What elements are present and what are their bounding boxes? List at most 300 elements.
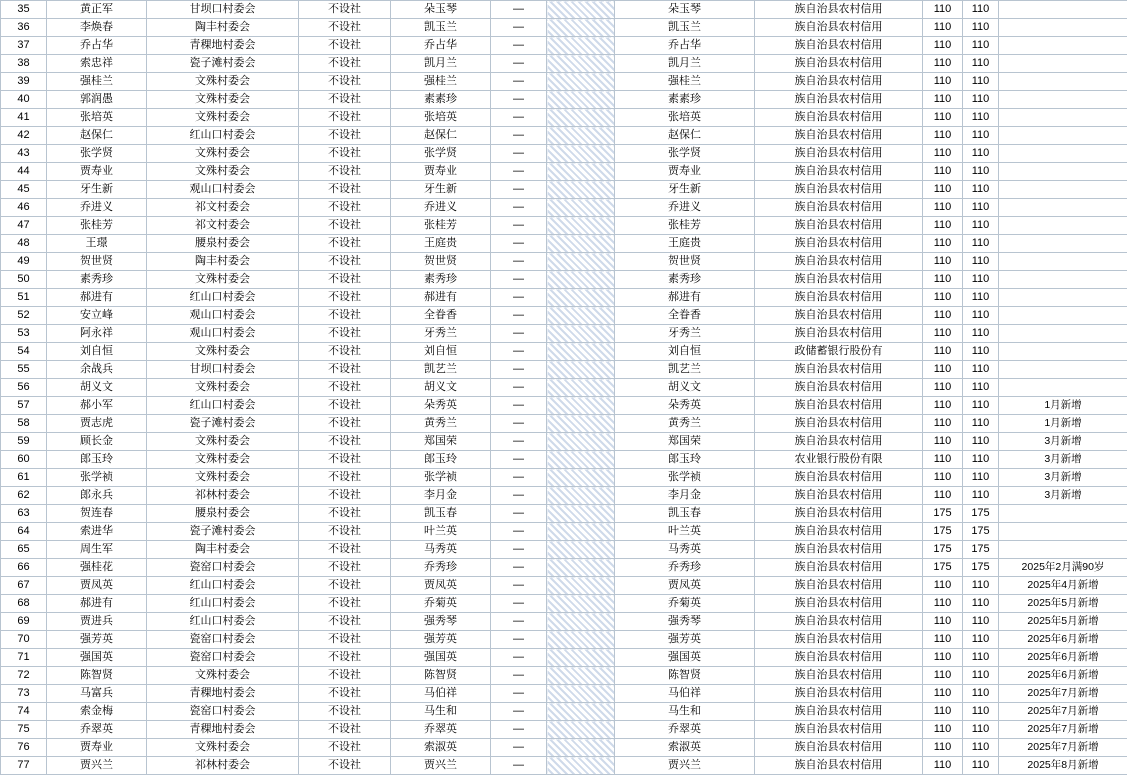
cell-amount-1: 110 (923, 181, 963, 199)
cell-she-type: 不设社 (299, 199, 391, 217)
cell-bank: 族自治县农村信用 (755, 91, 923, 109)
cell-hatched-filler (547, 757, 615, 775)
cell-name-2: 张桂芳 (391, 217, 491, 235)
cell-index: 72 (1, 667, 47, 685)
cell-she-type: 不设社 (299, 505, 391, 523)
cell-amount-2: 175 (963, 523, 999, 541)
cell-amount-1: 110 (923, 685, 963, 703)
cell-index: 39 (1, 73, 47, 91)
cell-note: 2025年7月新增 (999, 721, 1127, 739)
cell-note (999, 361, 1127, 379)
cell-hatched-filler (547, 631, 615, 649)
cell-name-1: 强芳英 (47, 631, 147, 649)
cell-index: 77 (1, 757, 47, 775)
cell-amount-1: 110 (923, 415, 963, 433)
cell-name-1: 索金梅 (47, 703, 147, 721)
cell-amount-2: 110 (963, 577, 999, 595)
cell-dash-mark: — (491, 343, 547, 361)
table-row[interactable] (1, 577, 1127, 595)
cell-amount-1: 110 (923, 289, 963, 307)
cell-amount-1: 110 (923, 19, 963, 37)
cell-name-2: 凯月兰 (391, 55, 491, 73)
cell-amount-2: 110 (963, 451, 999, 469)
table-row[interactable] (1, 145, 1127, 163)
table-row[interactable] (1, 199, 1127, 217)
cell-bank: 族自治县农村信用 (755, 631, 923, 649)
cell-amount-2: 110 (963, 91, 999, 109)
cell-dash-mark: — (491, 55, 547, 73)
cell-amount-1: 110 (923, 235, 963, 253)
cell-amount-2: 175 (963, 505, 999, 523)
cell-name-1: 胡义文 (47, 379, 147, 397)
table-row[interactable] (1, 631, 1127, 649)
cell-she-type: 不设社 (299, 55, 391, 73)
cell-hatched-filler (547, 325, 615, 343)
cell-she-type: 不设社 (299, 145, 391, 163)
cell-amount-1: 110 (923, 451, 963, 469)
cell-bank: 族自治县农村信用 (755, 397, 923, 415)
cell-name-3: 郎玉玲 (615, 451, 755, 469)
cell-she-type: 不设社 (299, 181, 391, 199)
cell-amount-1: 110 (923, 397, 963, 415)
cell-name-3: 李月金 (615, 487, 755, 505)
cell-amount-1: 110 (923, 631, 963, 649)
cell-she-type: 不设社 (299, 91, 391, 109)
cell-name-1: 贾寿业 (47, 739, 147, 757)
cell-index: 36 (1, 19, 47, 37)
cell-name-2: 强芳英 (391, 631, 491, 649)
cell-amount-2: 110 (963, 685, 999, 703)
table-row[interactable] (1, 163, 1127, 181)
cell-bank: 族自治县农村信用 (755, 217, 923, 235)
cell-village-committee: 陶丰村委会 (147, 19, 299, 37)
cell-dash-mark: — (491, 721, 547, 739)
cell-hatched-filler (547, 55, 615, 73)
cell-name-2: 强桂兰 (391, 73, 491, 91)
cell-bank: 族自治县农村信用 (755, 721, 923, 739)
cell-name-1: 张培英 (47, 109, 147, 127)
cell-dash-mark: — (491, 667, 547, 685)
table-row[interactable] (1, 37, 1127, 55)
cell-hatched-filler (547, 235, 615, 253)
cell-name-1: 刘自恒 (47, 343, 147, 361)
cell-note: 2025年5月新增 (999, 613, 1127, 631)
cell-index: 56 (1, 379, 47, 397)
cell-village-committee: 青稞地村委会 (147, 37, 299, 55)
cell-bank: 族自治县农村信用 (755, 469, 923, 487)
cell-she-type: 不设社 (299, 397, 391, 415)
cell-village-committee: 祁林村委会 (147, 757, 299, 775)
cell-amount-2: 110 (963, 667, 999, 685)
cell-index: 38 (1, 55, 47, 73)
cell-amount-1: 110 (923, 613, 963, 631)
cell-dash-mark: — (491, 703, 547, 721)
table-row[interactable] (1, 559, 1127, 577)
cell-amount-2: 110 (963, 361, 999, 379)
cell-amount-2: 110 (963, 307, 999, 325)
table-row[interactable] (1, 685, 1127, 703)
cell-she-type: 不设社 (299, 523, 391, 541)
cell-name-2: 贾寿业 (391, 163, 491, 181)
cell-note (999, 163, 1127, 181)
cell-hatched-filler (547, 577, 615, 595)
table-row[interactable] (1, 181, 1127, 199)
cell-she-type: 不设社 (299, 451, 391, 469)
cell-note (999, 343, 1127, 361)
cell-index: 69 (1, 613, 47, 631)
cell-name-1: 贾凤英 (47, 577, 147, 595)
cell-name-1: 陈智贤 (47, 667, 147, 685)
cell-note: 3月新增 (999, 451, 1127, 469)
cell-note: 3月新增 (999, 469, 1127, 487)
cell-she-type: 不设社 (299, 433, 391, 451)
cell-name-3: 强芳英 (615, 631, 755, 649)
table-row[interactable] (1, 307, 1127, 325)
cell-hatched-filler (547, 541, 615, 559)
cell-amount-1: 110 (923, 163, 963, 181)
cell-note (999, 109, 1127, 127)
cell-index: 42 (1, 127, 47, 145)
cell-hatched-filler (547, 145, 615, 163)
cell-name-1: 贾志虎 (47, 415, 147, 433)
cell-index: 41 (1, 109, 47, 127)
table-row[interactable] (1, 757, 1127, 775)
cell-hatched-filler (547, 1, 615, 19)
table-row[interactable] (1, 379, 1127, 397)
cell-hatched-filler (547, 451, 615, 469)
cell-dash-mark: — (491, 235, 547, 253)
cell-index: 51 (1, 289, 47, 307)
cell-index: 76 (1, 739, 47, 757)
cell-amount-1: 110 (923, 703, 963, 721)
cell-name-2: 贾兴兰 (391, 757, 491, 775)
cell-index: 52 (1, 307, 47, 325)
cell-name-1: 张学贤 (47, 145, 147, 163)
cell-amount-1: 110 (923, 649, 963, 667)
cell-name-1: 乔翠英 (47, 721, 147, 739)
table-row[interactable] (1, 235, 1127, 253)
cell-she-type: 不设社 (299, 307, 391, 325)
cell-village-committee: 文殊村委会 (147, 145, 299, 163)
cell-amount-1: 175 (923, 505, 963, 523)
cell-index: 65 (1, 541, 47, 559)
cell-dash-mark: — (491, 289, 547, 307)
cell-name-3: 朵秀英 (615, 397, 755, 415)
cell-she-type: 不设社 (299, 19, 391, 37)
cell-hatched-filler (547, 199, 615, 217)
table-row[interactable] (1, 649, 1127, 667)
table-row[interactable] (1, 73, 1127, 91)
cell-name-3: 胡义文 (615, 379, 755, 397)
table-row[interactable] (1, 505, 1127, 523)
cell-index: 63 (1, 505, 47, 523)
table-row[interactable] (1, 415, 1127, 433)
table-row[interactable] (1, 127, 1127, 145)
cell-index: 45 (1, 181, 47, 199)
cell-amount-1: 110 (923, 757, 963, 775)
cell-village-committee: 青稞地村委会 (147, 685, 299, 703)
table-row[interactable] (1, 433, 1127, 451)
cell-index: 50 (1, 271, 47, 289)
cell-village-committee: 红山口村委会 (147, 127, 299, 145)
cell-note: 2025年4月新增 (999, 577, 1127, 595)
cell-dash-mark: — (491, 559, 547, 577)
cell-she-type: 不设社 (299, 559, 391, 577)
table-row[interactable] (1, 55, 1127, 73)
table-row[interactable] (1, 667, 1127, 685)
cell-amount-2: 110 (963, 1, 999, 19)
cell-name-2: 凯艺兰 (391, 361, 491, 379)
cell-dash-mark: — (491, 541, 547, 559)
cell-note (999, 379, 1127, 397)
table-row[interactable] (1, 91, 1127, 109)
cell-bank: 族自治县农村信用 (755, 235, 923, 253)
cell-index: 66 (1, 559, 47, 577)
cell-note (999, 181, 1127, 199)
cell-name-1: 贺世贤 (47, 253, 147, 271)
cell-index: 44 (1, 163, 47, 181)
cell-name-1: 郝进有 (47, 595, 147, 613)
cell-index: 37 (1, 37, 47, 55)
cell-name-3: 索淑英 (615, 739, 755, 757)
cell-amount-1: 110 (923, 73, 963, 91)
cell-amount-1: 110 (923, 721, 963, 739)
cell-name-2: 马秀英 (391, 541, 491, 559)
cell-index: 47 (1, 217, 47, 235)
cell-name-3: 贺世贤 (615, 253, 755, 271)
cell-village-committee: 文殊村委会 (147, 433, 299, 451)
cell-amount-1: 110 (923, 325, 963, 343)
cell-name-3: 马伯祥 (615, 685, 755, 703)
cell-amount-1: 110 (923, 217, 963, 235)
cell-index: 74 (1, 703, 47, 721)
cell-bank: 族自治县农村信用 (755, 289, 923, 307)
cell-note: 1月新增 (999, 415, 1127, 433)
cell-index: 73 (1, 685, 47, 703)
cell-village-committee: 文殊村委会 (147, 379, 299, 397)
cell-amount-1: 110 (923, 253, 963, 271)
table-row[interactable] (1, 721, 1127, 739)
cell-she-type: 不设社 (299, 649, 391, 667)
cell-bank: 族自治县农村信用 (755, 541, 923, 559)
table-row[interactable] (1, 289, 1127, 307)
cell-note: 2025年5月新增 (999, 595, 1127, 613)
cell-index: 53 (1, 325, 47, 343)
cell-hatched-filler (547, 523, 615, 541)
cell-amount-1: 110 (923, 37, 963, 55)
cell-name-2: 素秀珍 (391, 271, 491, 289)
table-row[interactable] (1, 739, 1127, 757)
cell-name-1: 安立峰 (47, 307, 147, 325)
cell-note: 3月新增 (999, 433, 1127, 451)
table-row[interactable] (1, 271, 1127, 289)
cell-name-2: 赵保仁 (391, 127, 491, 145)
cell-amount-2: 110 (963, 325, 999, 343)
table-row[interactable] (1, 487, 1127, 505)
cell-name-3: 素素珍 (615, 91, 755, 109)
table-row[interactable] (1, 253, 1127, 271)
cell-bank: 族自治县农村信用 (755, 685, 923, 703)
cell-bank: 族自治县农村信用 (755, 739, 923, 757)
cell-amount-2: 110 (963, 19, 999, 37)
cell-village-committee: 甘坝口村委会 (147, 361, 299, 379)
cell-note: 2025年8月新增 (999, 757, 1127, 775)
cell-bank: 族自治县农村信用 (755, 577, 923, 595)
cell-hatched-filler (547, 397, 615, 415)
cell-dash-mark: — (491, 433, 547, 451)
cell-bank: 族自治县农村信用 (755, 325, 923, 343)
cell-she-type: 不设社 (299, 487, 391, 505)
cell-name-1: 余战兵 (47, 361, 147, 379)
table-row[interactable] (1, 595, 1127, 613)
cell-name-2: 素素珍 (391, 91, 491, 109)
cell-amount-2: 110 (963, 433, 999, 451)
cell-index: 48 (1, 235, 47, 253)
cell-name-1: 乔占华 (47, 37, 147, 55)
cell-note: 2025年6月新增 (999, 667, 1127, 685)
cell-amount-2: 110 (963, 127, 999, 145)
cell-amount-2: 110 (963, 73, 999, 91)
cell-name-3: 乔秀珍 (615, 559, 755, 577)
cell-dash-mark: — (491, 577, 547, 595)
cell-name-1: 张桂芳 (47, 217, 147, 235)
cell-dash-mark: — (491, 307, 547, 325)
table-row[interactable] (1, 217, 1127, 235)
cell-dash-mark: — (491, 523, 547, 541)
cell-village-committee: 文殊村委会 (147, 739, 299, 757)
cell-hatched-filler (547, 469, 615, 487)
cell-hatched-filler (547, 109, 615, 127)
cell-dash-mark: — (491, 1, 547, 19)
cell-she-type: 不设社 (299, 289, 391, 307)
cell-name-3: 全眷香 (615, 307, 755, 325)
cell-dash-mark: — (491, 685, 547, 703)
cell-hatched-filler (547, 217, 615, 235)
cell-village-committee: 陶丰村委会 (147, 253, 299, 271)
cell-name-1: 贾兴兰 (47, 757, 147, 775)
cell-she-type: 不设社 (299, 127, 391, 145)
table-row[interactable] (1, 451, 1127, 469)
cell-amount-2: 110 (963, 109, 999, 127)
cell-she-type: 不设社 (299, 163, 391, 181)
cell-amount-2: 110 (963, 469, 999, 487)
cell-amount-2: 110 (963, 703, 999, 721)
cell-name-1: 牙生新 (47, 181, 147, 199)
cell-name-1: 周生军 (47, 541, 147, 559)
cell-bank: 族自治县农村信用 (755, 271, 923, 289)
cell-bank: 族自治县农村信用 (755, 307, 923, 325)
cell-hatched-filler (547, 649, 615, 667)
cell-amount-2: 110 (963, 55, 999, 73)
cell-name-1: 郎永兵 (47, 487, 147, 505)
cell-village-committee: 腰泉村委会 (147, 505, 299, 523)
table-row[interactable] (1, 325, 1127, 343)
cell-dash-mark: — (491, 109, 547, 127)
table-row[interactable] (1, 109, 1127, 127)
table-row[interactable] (1, 703, 1127, 721)
cell-name-2: 陈智贤 (391, 667, 491, 685)
cell-note (999, 19, 1127, 37)
cell-amount-2: 110 (963, 487, 999, 505)
cell-amount-2: 110 (963, 163, 999, 181)
cell-amount-1: 110 (923, 739, 963, 757)
cell-name-2: 胡义文 (391, 379, 491, 397)
cell-index: 54 (1, 343, 47, 361)
cell-name-2: 贾凤英 (391, 577, 491, 595)
table-row[interactable] (1, 469, 1127, 487)
cell-amount-2: 110 (963, 181, 999, 199)
cell-index: 68 (1, 595, 47, 613)
cell-name-2: 索淑英 (391, 739, 491, 757)
cell-name-3: 朵玉琴 (615, 1, 755, 19)
cell-note (999, 1, 1127, 19)
cell-dash-mark: — (491, 271, 547, 289)
cell-hatched-filler (547, 487, 615, 505)
cell-index: 49 (1, 253, 47, 271)
cell-name-2: 叶兰英 (391, 523, 491, 541)
table-row[interactable] (1, 397, 1127, 415)
table-row[interactable] (1, 613, 1127, 631)
cell-index: 55 (1, 361, 47, 379)
cell-village-committee: 瓷窑口村委会 (147, 559, 299, 577)
cell-name-3: 凯艺兰 (615, 361, 755, 379)
cell-name-2: 郑国荣 (391, 433, 491, 451)
cell-note: 2025年7月新增 (999, 739, 1127, 757)
cell-she-type: 不设社 (299, 685, 391, 703)
table-row[interactable] (1, 523, 1127, 541)
cell-name-2: 马伯祥 (391, 685, 491, 703)
cell-she-type: 不设社 (299, 721, 391, 739)
cell-amount-2: 110 (963, 631, 999, 649)
table-row[interactable] (1, 343, 1127, 361)
cell-she-type: 不设社 (299, 757, 391, 775)
cell-hatched-filler (547, 721, 615, 739)
cell-village-committee: 祁文村委会 (147, 199, 299, 217)
cell-she-type: 不设社 (299, 631, 391, 649)
cell-name-2: 牙秀兰 (391, 325, 491, 343)
cell-bank: 族自治县农村信用 (755, 163, 923, 181)
cell-amount-1: 175 (923, 523, 963, 541)
cell-name-3: 郝进有 (615, 289, 755, 307)
cell-name-3: 素秀珍 (615, 271, 755, 289)
cell-name-3: 牙生新 (615, 181, 755, 199)
cell-name-1: 赵保仁 (47, 127, 147, 145)
cell-note: 2025年2月满90岁 (999, 559, 1127, 577)
cell-she-type: 不设社 (299, 271, 391, 289)
cell-hatched-filler (547, 595, 615, 613)
cell-hatched-filler (547, 505, 615, 523)
cell-hatched-filler (547, 343, 615, 361)
table-row[interactable] (1, 1, 1127, 19)
cell-name-2: 李月金 (391, 487, 491, 505)
cell-hatched-filler (547, 73, 615, 91)
cell-bank: 族自治县农村信用 (755, 415, 923, 433)
table-row[interactable] (1, 541, 1127, 559)
cell-name-1: 贾进兵 (47, 613, 147, 631)
cell-index: 60 (1, 451, 47, 469)
table-row[interactable] (1, 19, 1127, 37)
table-row[interactable] (1, 361, 1127, 379)
cell-name-3: 张学祯 (615, 469, 755, 487)
cell-dash-mark: — (491, 163, 547, 181)
cell-she-type: 不设社 (299, 1, 391, 19)
cell-name-1: 黄正军 (47, 1, 147, 19)
cell-name-3: 贾兴兰 (615, 757, 755, 775)
cell-name-2: 乔占华 (391, 37, 491, 55)
cell-note (999, 253, 1127, 271)
cell-bank: 族自治县农村信用 (755, 253, 923, 271)
cell-name-2: 王庭贵 (391, 235, 491, 253)
